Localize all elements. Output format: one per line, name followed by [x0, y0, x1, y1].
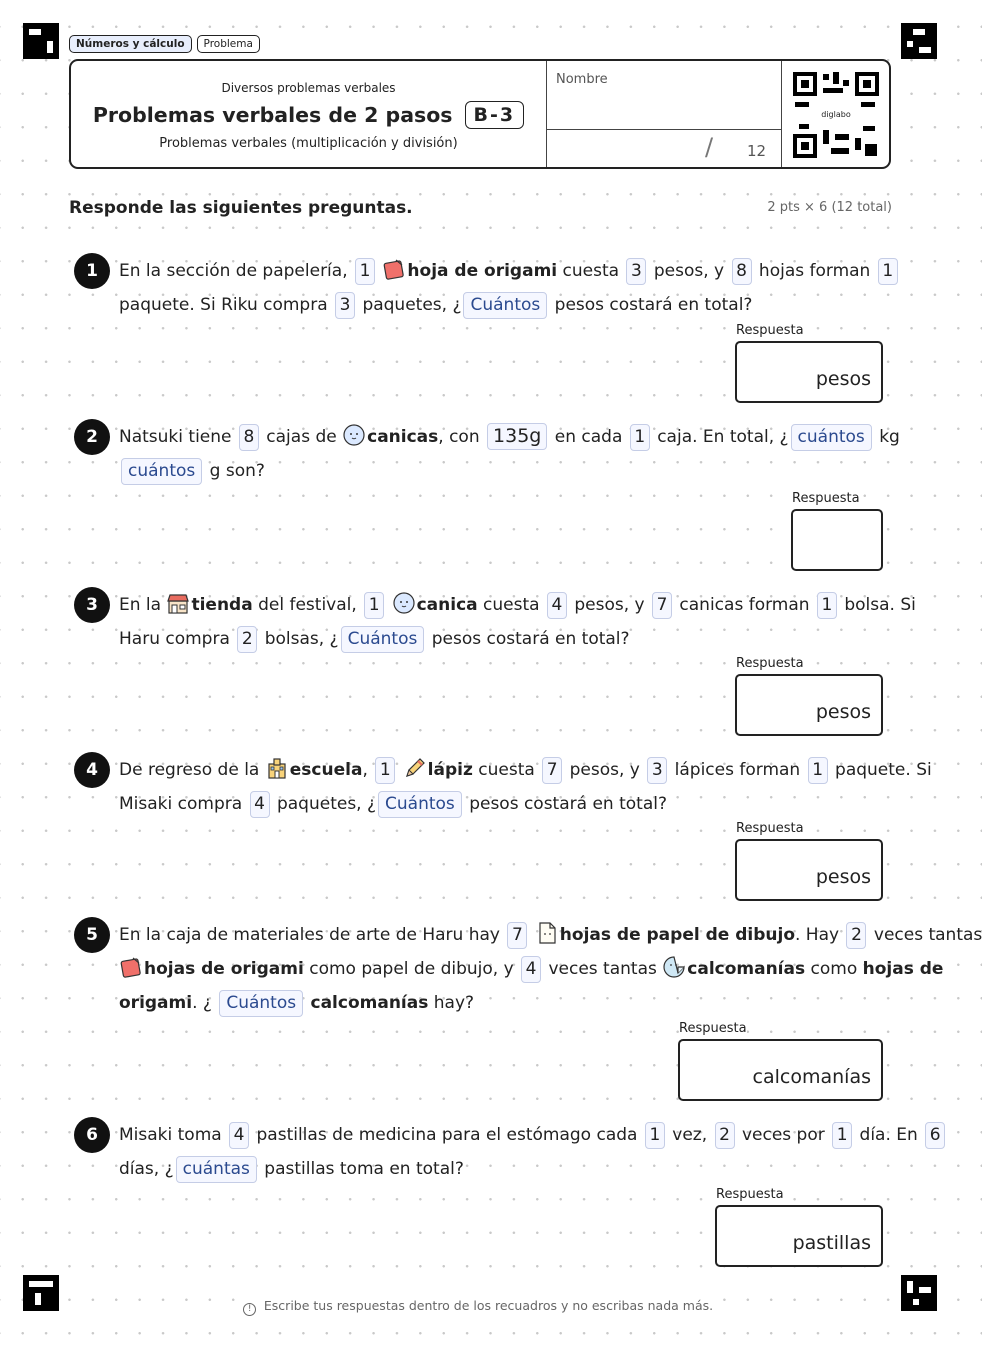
- question-text-segment: hojas forman: [758, 261, 871, 281]
- number-value: 135g: [487, 423, 547, 450]
- answer-box-3[interactable]: [735, 674, 883, 736]
- pencil-icon: [403, 756, 427, 780]
- question-text-segment: origami: [119, 993, 193, 1013]
- question-text-segment: En la caja de materiales de arte de Haru hay: [119, 925, 500, 945]
- answer-box-1[interactable]: [735, 341, 883, 403]
- tag-numeros-calculo: Números y cálculo: [69, 35, 192, 53]
- question-text-segment: hojas de: [862, 959, 944, 979]
- question-text-segment: cuesta: [562, 261, 620, 281]
- number-value: 1: [375, 757, 395, 784]
- tag-problema: Problema: [197, 35, 260, 53]
- question-word: Cuántos: [378, 791, 462, 818]
- question-text-segment: canicas: [367, 427, 439, 447]
- answer-label-1: Respuesta: [736, 323, 804, 338]
- question-text-segment: En la: [119, 595, 162, 615]
- question-word: Cuántos: [219, 990, 303, 1017]
- number-value: 3: [335, 292, 355, 319]
- answer-label-2: Respuesta: [792, 491, 860, 506]
- question-text-segment: lápices forman: [674, 760, 801, 780]
- question-text-segment: . Hay: [795, 925, 840, 945]
- question-word: cuántos: [791, 424, 872, 451]
- answer-unit-6: pastillas: [792, 1232, 871, 1254]
- question-text-segment: como papel de dibujo, y: [309, 959, 514, 979]
- question-text-segment: lápiz: [427, 760, 473, 780]
- number-value: 8: [732, 258, 752, 285]
- number-value: 3: [626, 258, 646, 285]
- question-text-segment: paquetes, ¿: [362, 295, 462, 315]
- number-value: 4: [250, 791, 270, 818]
- number-value: 7: [652, 592, 672, 619]
- score-total: 12: [747, 142, 767, 160]
- question-text-segment: veces tantas: [548, 959, 657, 979]
- number-value: 1: [817, 592, 837, 619]
- question-text-segment: hojas de origami: [144, 959, 304, 979]
- question-text-segment: pesos costará en total?: [469, 794, 667, 814]
- question-text-segment: kg: [879, 427, 900, 447]
- footer-text: Escribe tus respuestas dentro de los recuadros y no escribas nada más.: [260, 1298, 717, 1313]
- question-text-segment: ,: [362, 760, 368, 780]
- question-text-segment: cajas de: [266, 427, 337, 447]
- question-text-segment: día. En: [859, 1125, 918, 1145]
- question-text-segment: tienda: [191, 595, 253, 615]
- question-text-segment: Haru compra: [119, 629, 230, 649]
- answer-box-5[interactable]: [678, 1039, 883, 1101]
- number-value: 2: [715, 1122, 735, 1149]
- header-title-block: [71, 61, 546, 167]
- question-text-segment: hay?: [433, 993, 475, 1013]
- answer-label-6: Respuesta: [716, 1187, 784, 1202]
- question-text-segment: pastillas toma en total?: [264, 1159, 464, 1179]
- question-number-2: 2: [74, 419, 110, 455]
- origami-paper-icon: [119, 955, 143, 979]
- question-text-segment: pesos, y: [569, 760, 640, 780]
- answer-unit-4: pesos: [815, 866, 871, 888]
- category-tags: [69, 35, 260, 53]
- answer-box-6[interactable]: [715, 1205, 883, 1267]
- footer-note: [0, 1298, 960, 1316]
- answer-label-4: Respuesta: [736, 821, 804, 836]
- question-text-segment: escuela: [289, 760, 363, 780]
- shop-icon: [166, 591, 190, 615]
- question-4-text: [119, 753, 932, 821]
- question-word: Cuántos: [463, 292, 547, 319]
- number-value: 1: [878, 258, 898, 285]
- question-text-segment: pesos costará en total?: [431, 629, 630, 649]
- question-text-segment: , con: [438, 427, 480, 447]
- question-text-segment: pesos, y: [574, 595, 645, 615]
- question-text-segment: vez,: [672, 1125, 708, 1145]
- drawing-paper-icon: [535, 921, 559, 945]
- number-value: 7: [507, 922, 527, 949]
- question-text-segment: Natsuki tiene: [119, 427, 232, 447]
- number-value: 8: [239, 424, 259, 451]
- question-word: cuántas: [176, 1156, 257, 1183]
- number-value: 2: [846, 922, 866, 949]
- question-text-segment: paquetes, ¿: [276, 794, 377, 814]
- question-word: Cuántos: [341, 626, 425, 653]
- question-number-1: 1: [74, 253, 110, 289]
- question-text-segment: pesos, y: [653, 261, 725, 281]
- level-code-badge: B-3: [465, 101, 525, 129]
- question-number-3: 3: [74, 587, 110, 623]
- number-value: 1: [645, 1122, 665, 1149]
- number-value: 2: [237, 626, 257, 653]
- number-value: 1: [630, 424, 650, 451]
- answer-unit-3: pesos: [815, 701, 871, 723]
- question-text-segment: bolsa. Si: [844, 595, 916, 615]
- question-text-segment: pesos costará en total?: [554, 295, 753, 315]
- question-1-text: [119, 254, 900, 322]
- corner-marker-top-left: [23, 23, 59, 59]
- question-text-segment: hojas de papel de dibujo: [559, 925, 795, 945]
- question-text-segment: bolsas, ¿: [264, 629, 339, 649]
- question-5-text: [119, 918, 982, 1020]
- number-value: 1: [355, 258, 375, 285]
- number-value: 4: [229, 1122, 249, 1149]
- answer-box-2[interactable]: [791, 509, 883, 571]
- question-text-segment: Misaki toma: [119, 1125, 222, 1145]
- points-info: 2 pts × 6 (12 total): [767, 200, 892, 215]
- question-text-segment: días, ¿: [119, 1159, 174, 1179]
- question-text-segment: . ¿: [192, 993, 212, 1013]
- number-value: 1: [364, 592, 384, 619]
- number-value: 4: [521, 956, 541, 983]
- question-text-segment: canicas forman: [679, 595, 810, 615]
- question-word: cuántos: [121, 458, 202, 485]
- answer-unit-1: pesos: [815, 368, 871, 390]
- number-value: 7: [542, 757, 562, 784]
- question-text-segment: Misaki compra: [119, 794, 243, 814]
- question-text-segment: calcomanías: [687, 959, 806, 979]
- question-text-segment: paquete. Si Riku compra: [119, 295, 328, 315]
- question-text-segment: como: [810, 959, 858, 979]
- question-text-segment: g son?: [209, 461, 265, 481]
- marble-icon: [342, 423, 366, 447]
- number-value: 6: [925, 1122, 945, 1149]
- name-score-block: [546, 61, 782, 167]
- answer-label-3: Respuesta: [736, 656, 804, 671]
- warning-icon: !: [243, 1303, 256, 1316]
- question-text-segment: canica: [416, 595, 478, 615]
- qr-code-icon: [793, 72, 879, 158]
- question-3-text: [119, 588, 916, 656]
- marble-icon: [392, 591, 416, 615]
- number-value: 1: [832, 1122, 852, 1149]
- question-text-segment: pastillas de medicina para el estómago cada: [256, 1125, 638, 1145]
- question-text-segment: del festival,: [258, 595, 357, 615]
- question-text-segment: paquete. Si: [835, 760, 932, 780]
- header-topic: Problemas verbales (multiplicación y división): [159, 136, 458, 151]
- question-text-segment: cuesta: [483, 595, 540, 615]
- question-text-segment: De regreso de la: [119, 760, 260, 780]
- answer-unit-5: calcomanías: [752, 1066, 871, 1088]
- question-number-6: 6: [74, 1117, 110, 1153]
- question-text-segment: veces por: [741, 1125, 825, 1145]
- question-text-segment: veces tantas: [873, 925, 982, 945]
- question-text-segment: caja. En total, ¿: [657, 427, 789, 447]
- instructions: Responde las siguientes preguntas.: [69, 198, 413, 218]
- sticker-icon: [662, 955, 686, 979]
- number-value: 3: [647, 757, 667, 784]
- question-2-text: [119, 420, 900, 488]
- school-icon: [265, 756, 289, 780]
- answer-label-5: Respuesta: [679, 1021, 747, 1036]
- question-number-5: 5: [74, 917, 110, 953]
- question-number-4: 4: [74, 752, 110, 788]
- question-6-text: [119, 1118, 947, 1186]
- answer-box-4[interactable]: [735, 839, 883, 901]
- name-field-label: Nombre: [556, 72, 608, 87]
- question-text-segment: calcomanías: [310, 993, 429, 1013]
- question-text-segment: cuesta: [478, 760, 535, 780]
- origami-paper-icon: [382, 257, 406, 281]
- number-value: 1: [808, 757, 828, 784]
- corner-marker-top-right: [901, 23, 937, 59]
- question-text-segment: en cada: [554, 427, 623, 447]
- header-subtitle: Diversos problemas verbales: [221, 81, 396, 95]
- question-text-segment: hoja de origami: [407, 261, 558, 281]
- name-divider: [547, 129, 781, 130]
- page-title: Problemas verbales de 2 pasos: [92, 103, 453, 127]
- score-slash: /: [705, 133, 714, 161]
- qr-logo-text: diglabo: [817, 108, 855, 122]
- number-value: 4: [547, 592, 567, 619]
- worksheet-header: [69, 59, 891, 169]
- question-text-segment: En la sección de papelería,: [119, 261, 348, 281]
